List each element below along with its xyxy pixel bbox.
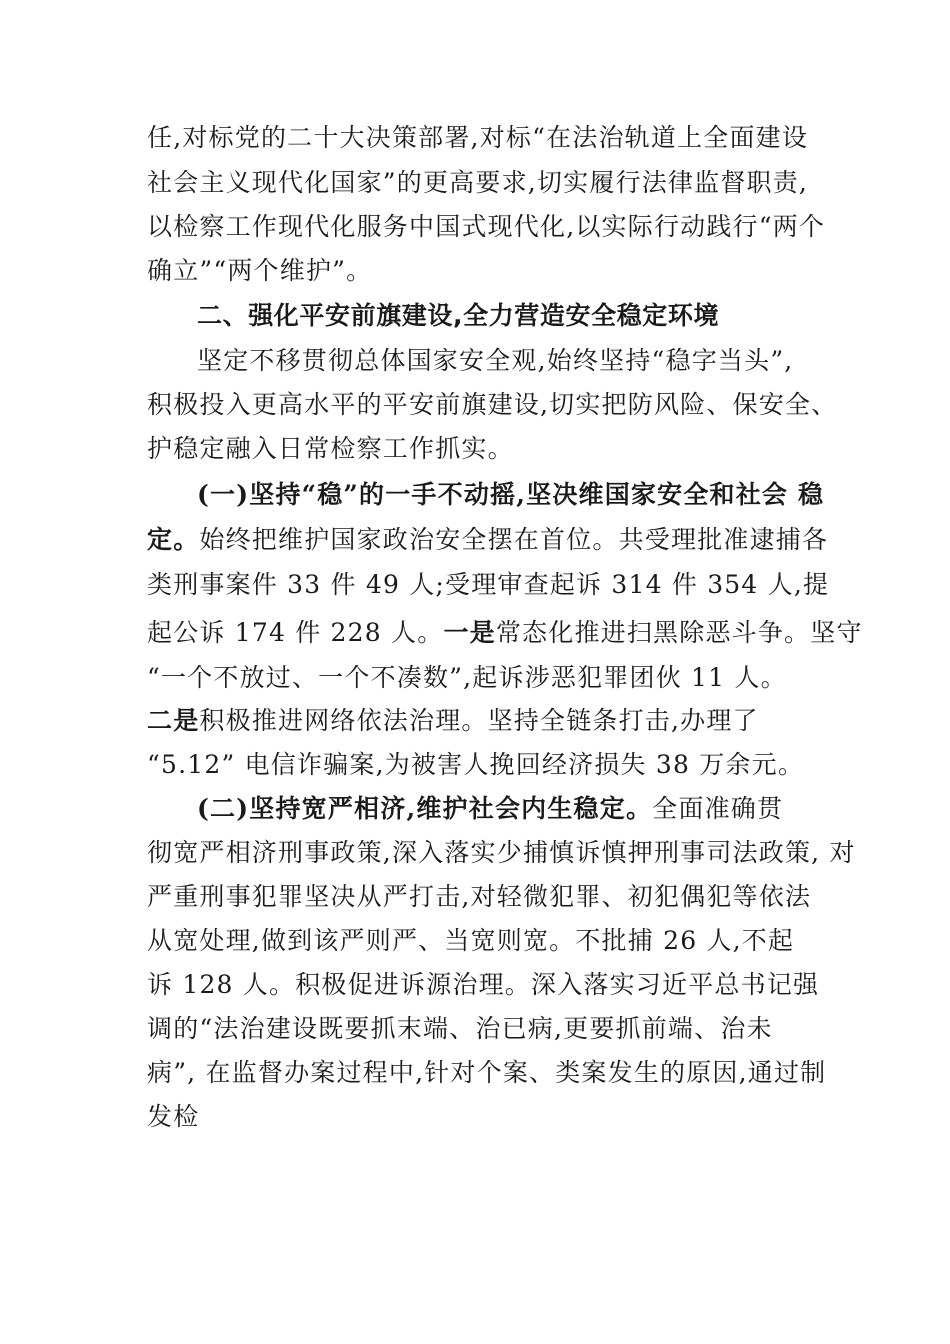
paragraph-line: 彻宽严相济刑事政策,深入落实少捕慎诉慎押刑事司法政策, 对 — [147, 838, 856, 867]
paragraph-line — [147, 618, 863, 648]
paragraph-line: 社会主义现代化国家”的更高要求,切实履行法律监督职责, — [147, 168, 809, 197]
paragraph-line: 发检 — [147, 1102, 200, 1131]
paragraph-line: 护稳定融入日常检察工作抓实。 — [147, 434, 514, 463]
paragraph-line: 任,对标党的二十大决策部署,对标“在法治轨道上全面建设 — [147, 123, 809, 152]
paragraph-line — [147, 706, 759, 736]
paragraph-line: 坚定不移贯彻总体国家安全观,始终坚持“稳字当头”, — [197, 346, 794, 375]
paragraph-text: 全面准确贯 — [652, 794, 784, 823]
paragraph-text: 始终把维护国家政治安全摆在首位。共受理批准逮捕各 — [199, 525, 829, 554]
paragraph-line: 病”, 在监督办案过程中,针对个案、类案发生的原因,通过制 — [147, 1058, 827, 1087]
emphasis-marker: 一是 — [443, 618, 496, 647]
paragraph-line: “5.12” 电信诈骗案,为被害人挽回经济损失 38 万余元。 — [147, 750, 805, 779]
emphasis-marker: 二是 — [147, 706, 200, 735]
paragraph-line: 严重刑事犯罪坚决从严打击,对轻微犯罪、初犯偶犯等依法 — [147, 882, 812, 911]
paragraph-line: 以检察工作现代化服务中国式现代化,以实际行动践行“两个 — [147, 212, 826, 241]
paragraph-line — [147, 525, 828, 555]
paragraph-text: 起公诉 174 件 228 人。 — [147, 618, 444, 647]
subheading-end: 定。 — [147, 525, 200, 554]
subheading-line: (一)坚持“稳”的一手不动摇,坚决维国家安全和社会 稳 — [197, 480, 825, 509]
subheading: (二)坚持宽严相济,维护社会内生稳定。 — [197, 794, 653, 823]
section-heading: 二、强化平安前旗建设,全力营造安全稳定环境 — [197, 301, 720, 330]
paragraph-line: “一个不放过、一个不凑数”,起诉涉恶犯罪团伙 11 人。 — [147, 663, 787, 692]
paragraph-text: 常态化推进扫黑除恶斗争。坚守 — [495, 618, 863, 647]
paragraph-line: 类刑事案件 33 件 49 人;受理审查起诉 314 件 354 人,提 — [147, 570, 830, 599]
paragraph-line: 确立”“两个维护”。 — [147, 256, 373, 285]
paragraph-line: 从宽处理,做到该严则严、当宽则宽。不批捕 26 人,不起 — [147, 926, 795, 955]
paragraph-line: 调的“法治建设既要抓末端、治已病,更要抓前端、治未 — [147, 1014, 773, 1043]
paragraph-line: 诉 128 人。积极促进诉源治理。深入落实习近平总书记强 — [147, 970, 820, 999]
paragraph-text: 积极推进网络依法治理。坚持全链条打击,办理了 — [199, 706, 759, 735]
paragraph-line — [197, 794, 783, 824]
paragraph-line: 积极投入更高水平的平安前旗建设,切实把防风险、保安全、 — [147, 390, 838, 419]
